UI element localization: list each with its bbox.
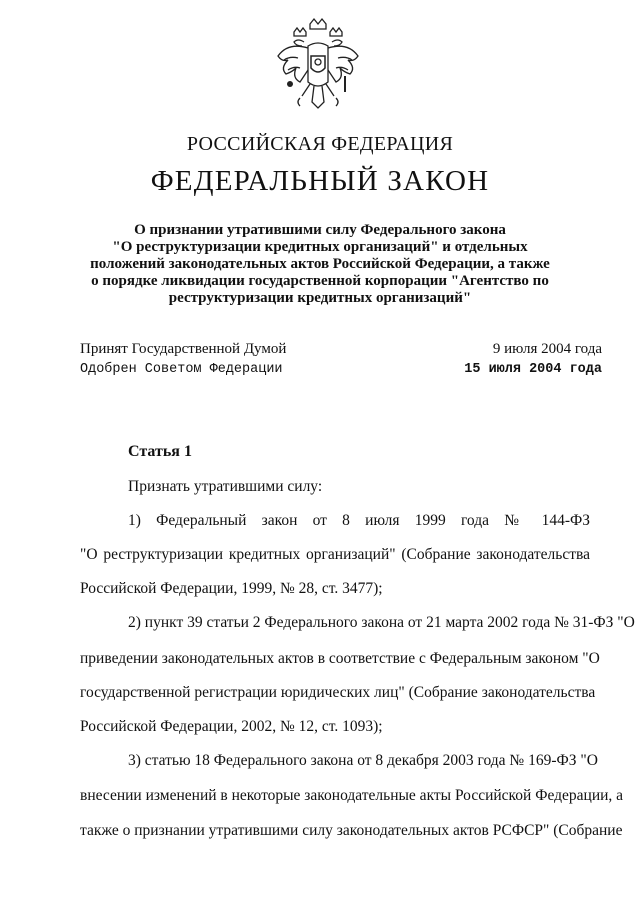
coat-of-arms-icon xyxy=(270,16,366,120)
article-heading: Статья 1 xyxy=(128,443,192,460)
article-intro: Признать утратившими силу: xyxy=(128,478,323,495)
duma-adoption-date: 9 июля 2004 года xyxy=(492,341,602,357)
council-approval-date: 15 июля 2004 года xyxy=(464,362,602,377)
article-line: "О реструктуризации кредитных организаций" (Собрание законодательства xyxy=(80,546,590,563)
law-title-line: положений законодательных актов Российской Федерации, а также xyxy=(90,256,550,272)
article-line: Российской Федерации, 2002, № 12, ст. 1093); xyxy=(80,718,383,735)
country-name: РОССИЙСКАЯ ФЕДЕРАЦИЯ xyxy=(186,133,454,155)
article-line: внесении изменений в некоторые законодательные акты Российской Федерации, а xyxy=(80,787,624,804)
council-approval-label: Одобрен Советом Федерации xyxy=(80,362,283,377)
law-title-line: реструктуризации кредитных организаций" xyxy=(168,290,472,306)
article-line: 1) Федеральный закон от 8 июля 1999 года № 144-ФЗ xyxy=(128,512,590,529)
article-line: 2) пункт 39 статьи 2 Федерального закона от 21 марта 2002 года № 31-ФЗ "О xyxy=(128,614,635,631)
law-title xyxy=(90,222,550,307)
article-line: Российской Федерации, 1999, № 28, ст. 3477); xyxy=(80,580,383,597)
duma-adoption-label: Принят Государственной Думой xyxy=(80,341,287,357)
law-type-heading: ФЕДЕРАЛЬНЫЙ ЗАКОН xyxy=(150,165,490,197)
article-line: также о признании утратившими силу законодательных актов РСФСР" (Собрание xyxy=(80,822,623,839)
article-line: приведении законодательных актов в соответствие с Федеральным законом "О xyxy=(80,650,600,667)
article-line: государственной регистрации юридических лиц" (Собрание законодательства xyxy=(80,684,596,701)
law-title-line: о порядке ликвидации государственной корпорации "Агентство по xyxy=(91,273,549,289)
law-title-line: О признании утратившими силу Федерального закона xyxy=(134,222,506,238)
law-title-line: "О реструктуризации кредитных организаций" и отдельных xyxy=(112,239,528,255)
article-line: 3) статью 18 Федерального закона от 8 декабря 2003 года № 169-ФЗ "О xyxy=(128,752,598,769)
